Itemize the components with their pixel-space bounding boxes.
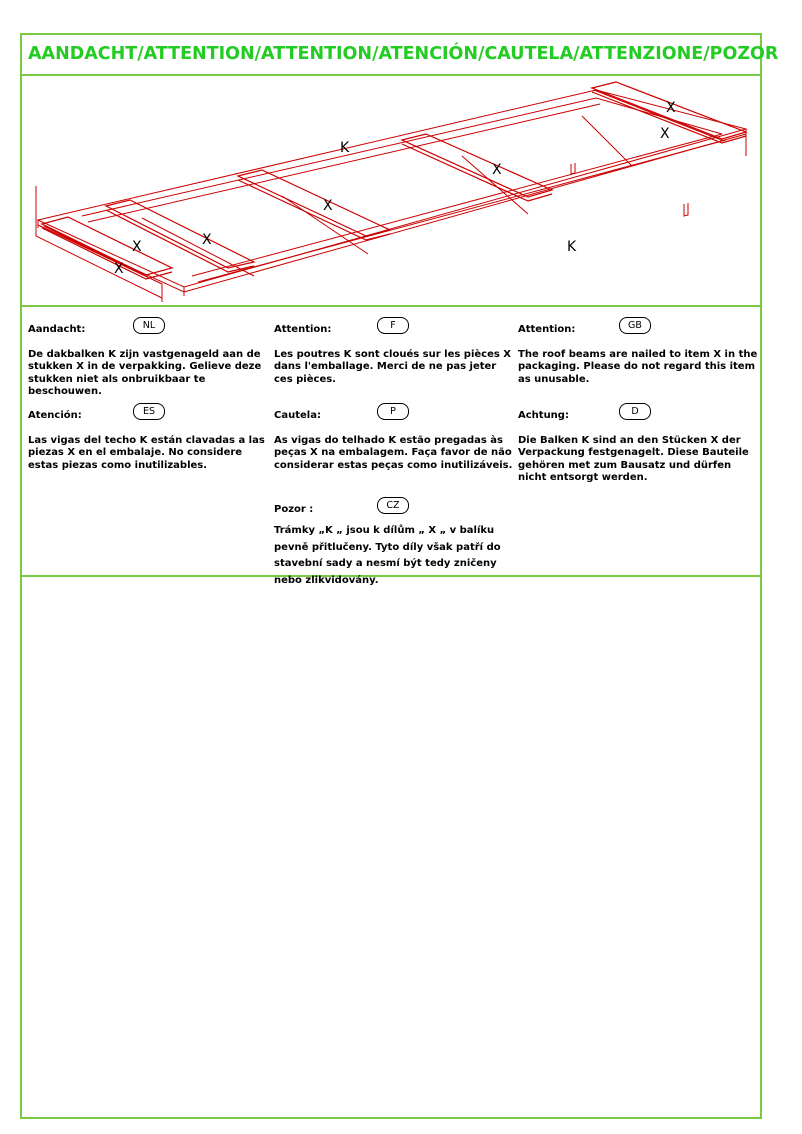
- note-text: Las vigas del techo K están clavadas a las piezas X en el embalaje. No considere estas piezas como inutilizables.: [28, 435, 265, 471]
- note-text: The roof beams are nailed to item X in the packaging. Please do not regard this item as unusable.: [518, 349, 758, 385]
- label-x-1: X: [666, 100, 676, 116]
- label-x-3: X: [492, 162, 502, 178]
- label-x-6: X: [132, 239, 142, 255]
- note-text: As vigas do telhado K estão pregadas às peças X na embalagem. Faça favor de não considerar estas peças como inutilizáveis.: [274, 435, 513, 471]
- note-heading: Aandacht:: [28, 324, 86, 335]
- language-badge: D: [619, 403, 651, 420]
- note-heading: Cautela:: [274, 410, 321, 421]
- language-badge: GB: [619, 317, 651, 334]
- language-badge: ES: [133, 403, 165, 420]
- label-x-5: X: [202, 232, 212, 248]
- note-gb: [518, 317, 758, 386]
- note-text: De dakbalken K zijn vastgenageld aan de stukken X in de verpakking. Gelieve deze stukken niet als onbruikbaar te beschouwen.: [28, 349, 262, 398]
- note-text: Die Balken K sind an den Stücken X der Verpackung festgenagelt. Diese Bauteile gehören met zum Bausatz und dürfen nicht entsorgt werden.: [518, 435, 749, 484]
- assembly-drawing: [22, 76, 760, 307]
- beams-x: [42, 82, 746, 279]
- title-bar: [22, 35, 779, 76]
- note-nl: [28, 317, 268, 399]
- label-x-2: X: [660, 126, 670, 142]
- note-heading: Attention:: [518, 324, 576, 335]
- note-heading: Pozor :: [274, 504, 314, 515]
- note-es: [28, 403, 268, 472]
- warning-notes: [22, 307, 760, 586]
- note-text: Trámky „K „ jsou k dílům „ X „ v balíku pevně přitlučeny. Tyto díly však patří do stavební sady a nesmí být tedy zničeny nebo zlikvidovány.: [274, 525, 501, 586]
- page-frame: [20, 33, 779, 1119]
- note-heading: Achtung:: [518, 410, 569, 421]
- label-k-right: K: [567, 239, 577, 255]
- note-cz: [274, 497, 519, 589]
- note-heading: Attention:: [274, 324, 332, 335]
- note-heading: Atención:: [28, 410, 82, 421]
- label-x-4: X: [323, 198, 333, 214]
- note-p: [274, 403, 514, 472]
- label-k-top: K: [340, 140, 350, 156]
- roof-frame-illustration: [22, 76, 760, 305]
- language-badge: F: [377, 317, 409, 334]
- note-f: [274, 317, 514, 386]
- language-badge: CZ: [377, 497, 409, 514]
- note-text: Les poutres K sont cloués sur les pièces X dans l'emballage. Merci de ne pas jeter ces pièces.: [274, 349, 512, 385]
- language-badge: NL: [133, 317, 165, 334]
- page-title: AANDACHT/ATTENTION/ATTENTION/ATENCIÓN/CAUTELA/ATTENZIONE/POZOR: [28, 44, 779, 64]
- label-x-7: X: [114, 261, 124, 277]
- part-labels: [114, 100, 676, 277]
- note-d: [518, 403, 758, 485]
- language-badge: P: [377, 403, 409, 420]
